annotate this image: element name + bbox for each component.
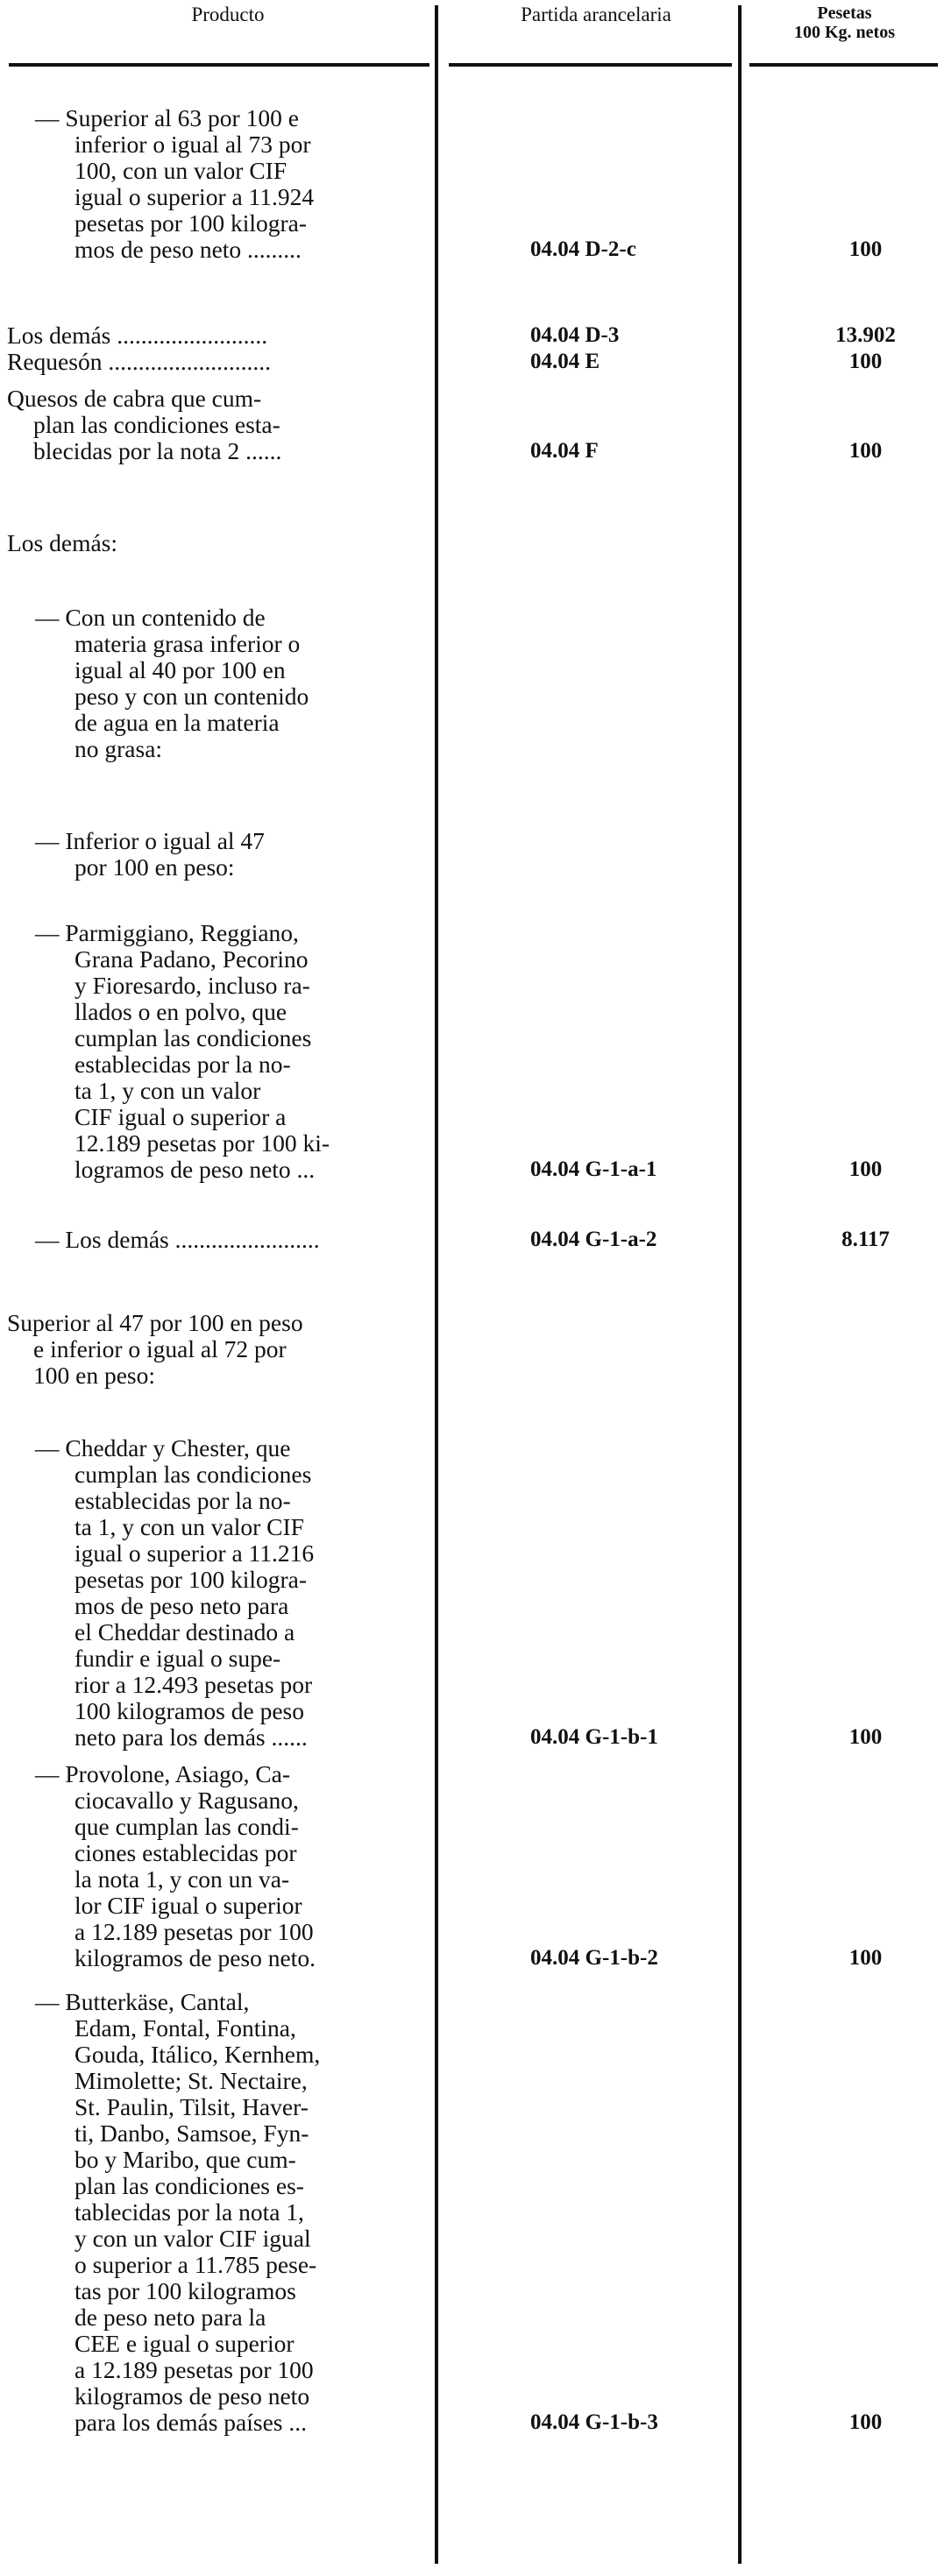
producto-line: neto para los demás ...... — [75, 1723, 308, 1751]
header-partida: Partida arancelaria — [521, 4, 671, 25]
producto-line: no grasa: — [75, 735, 163, 762]
row-pesetas: 100 — [848, 1157, 883, 1181]
header-pesetas — [745, 4, 944, 42]
producto-line: igual al 40 por 100 en — [75, 656, 286, 683]
producto-line: 100 kilogramos de peso — [75, 1697, 304, 1724]
producto-line: inferior o igual al 73 por — [75, 131, 311, 158]
row-pesetas: 100 — [848, 439, 883, 463]
producto-line: rior a 12.493 pesetas por — [75, 1671, 313, 1698]
header-pesetas-line1: Pesetas — [817, 4, 872, 23]
producto-line: 100 en peso: — [33, 1362, 156, 1389]
producto-line: y con un valor CIF igual — [75, 2225, 311, 2252]
producto-line: — Inferior o igual al 47 — [35, 827, 265, 854]
producto-line: lor CIF igual o superior — [75, 1892, 302, 1919]
producto-line: Quesos de cabra que cum- — [7, 385, 262, 412]
row-partida: 04.04 E — [530, 350, 600, 373]
producto-line: plan las condiciones es- — [75, 2172, 304, 2199]
producto-line: Mimolette; St. Nectaire, — [75, 2067, 308, 2094]
producto-line: cumplan las condiciones — [75, 1024, 312, 1051]
producto-line: e inferior o igual al 72 por — [33, 1335, 287, 1362]
header-rule-partida — [449, 63, 732, 67]
producto-line: llados o en polvo, que — [75, 998, 287, 1025]
row-pesetas: 100 — [848, 2410, 883, 2434]
producto-line: logramos de peso neto ... — [75, 1156, 316, 1183]
producto-line: el Cheddar destinado a — [75, 1618, 295, 1645]
producto-line: fundir e igual o supe- — [75, 1645, 281, 1672]
row-pesetas: 100 — [848, 237, 883, 261]
producto-line: la nota 1, y con un va- — [75, 1865, 290, 1893]
producto-line: St. Paulin, Tilsit, Haver- — [75, 2093, 309, 2120]
row-pesetas: 100 — [848, 1725, 883, 1749]
row-partida: 04.04 G-1-a-1 — [530, 1157, 657, 1181]
producto-line: tas por 100 kilogramos — [75, 2277, 296, 2304]
producto-line: a 12.189 pesetas por 100 — [75, 1918, 314, 1945]
header-pesetas-line2: 100 Kg. netos — [794, 23, 895, 42]
producto-line: igual o superior a 11.924 — [75, 183, 315, 210]
producto-line: para los demás países ... — [75, 2409, 307, 2436]
producto-line: ciocavallo y Ragusano, — [75, 1787, 299, 1814]
producto-line: — Parmiggiano, Reggiano, — [35, 919, 299, 946]
producto-line: Superior al 47 por 100 en peso — [7, 1309, 303, 1336]
producto-line: pesetas por 100 kilogra- — [75, 1566, 307, 1593]
producto-line: ciones establecidas por — [75, 1839, 297, 1866]
producto-line: — Provolone, Asiago, Ca- — [35, 1760, 291, 1787]
producto-line: y Fioresardo, incluso ra- — [75, 972, 310, 999]
column-divider-2 — [738, 5, 742, 2564]
row-partida: 04.04 G-1-a-2 — [530, 1228, 657, 1251]
producto-line: bo y Maribo, que cum- — [75, 2146, 296, 2173]
producto-line: ta 1, y con un valor CIF — [75, 1513, 304, 1540]
producto-line: Requesón ........................... — [7, 348, 271, 375]
row-partida: 04.04 G-1-b-3 — [530, 2410, 658, 2434]
producto-line: kilogramos de peso neto. — [75, 1944, 316, 1971]
producto-line: 12.189 pesetas por 100 ki- — [75, 1129, 330, 1157]
producto-line: CIF igual o superior a — [75, 1103, 287, 1130]
row-partida: 04.04 G-1-b-2 — [530, 1946, 658, 1970]
header-rule-producto — [9, 63, 429, 67]
producto-line: 100, con un valor CIF — [75, 157, 287, 184]
producto-line: Gouda, Itálico, Kernhem, — [75, 2041, 321, 2068]
producto-line: ti, Danbo, Samsoe, Fyn- — [75, 2120, 309, 2147]
header-rule-pesetas — [749, 63, 938, 67]
producto-line: kilogramos de peso neto — [75, 2382, 310, 2410]
row-pesetas: 8.117 — [841, 1228, 890, 1251]
producto-line: tablecidas por la nota 1, — [75, 2198, 304, 2226]
producto-line: Grana Padano, Pecorino — [75, 945, 309, 973]
producto-line: Edam, Fontal, Fontina, — [75, 2014, 296, 2042]
row-partida: 04.04 D-2-c — [530, 237, 636, 261]
producto-line: Los demás: — [7, 529, 118, 556]
producto-line: cumplan las condiciones — [75, 1461, 312, 1488]
producto-line: pesetas por 100 kilogra- — [75, 209, 307, 237]
producto-line: mos de peso neto ......... — [75, 236, 302, 263]
row-partida: 04.04 D-3 — [530, 323, 620, 347]
producto-line: igual o superior a 11.216 — [75, 1539, 315, 1567]
producto-line: por 100 en peso: — [75, 853, 235, 881]
row-pesetas: 100 — [848, 1946, 883, 1970]
producto-line: de peso neto para la — [75, 2304, 266, 2331]
producto-line: plan las condiciones esta- — [33, 411, 280, 438]
producto-line: peso y con un contenido — [75, 683, 309, 710]
producto-line: a 12.189 pesetas por 100 — [75, 2356, 314, 2383]
producto-line: — Butterkäse, Cantal, — [35, 1988, 250, 2015]
producto-line: o superior a 11.785 pese- — [75, 2251, 317, 2278]
producto-line: que cumplan las condi- — [75, 1813, 299, 1840]
table-header — [0, 0, 944, 67]
producto-line: — Los demás ........................ — [35, 1226, 320, 1253]
producto-line: — Cheddar y Chester, que — [35, 1434, 291, 1461]
producto-line: de agua en la materia — [75, 709, 280, 736]
row-pesetas: 100 — [848, 350, 883, 373]
row-partida: 04.04 G-1-b-1 — [530, 1725, 658, 1749]
producto-line: establecidas por la no- — [75, 1051, 291, 1078]
producto-line: — Superior al 63 por 100 e — [35, 104, 299, 131]
column-divider-1 — [435, 5, 438, 2564]
producto-line: mos de peso neto para — [75, 1592, 289, 1619]
producto-line: — Con un contenido de — [35, 604, 266, 631]
producto-line: CEE e igual o superior — [75, 2330, 295, 2357]
header-producto: Producto — [191, 4, 265, 25]
producto-line: materia grasa inferior o — [75, 630, 301, 657]
row-partida: 04.04 F — [530, 439, 599, 463]
producto-line: ta 1, y con un valor — [75, 1077, 261, 1104]
producto-line: Los demás ......................... — [7, 322, 268, 349]
row-pesetas: 13.902 — [835, 323, 896, 347]
producto-line: blecidas por la nota 2 ...... — [33, 437, 282, 464]
producto-line: establecidas por la no- — [75, 1487, 291, 1514]
